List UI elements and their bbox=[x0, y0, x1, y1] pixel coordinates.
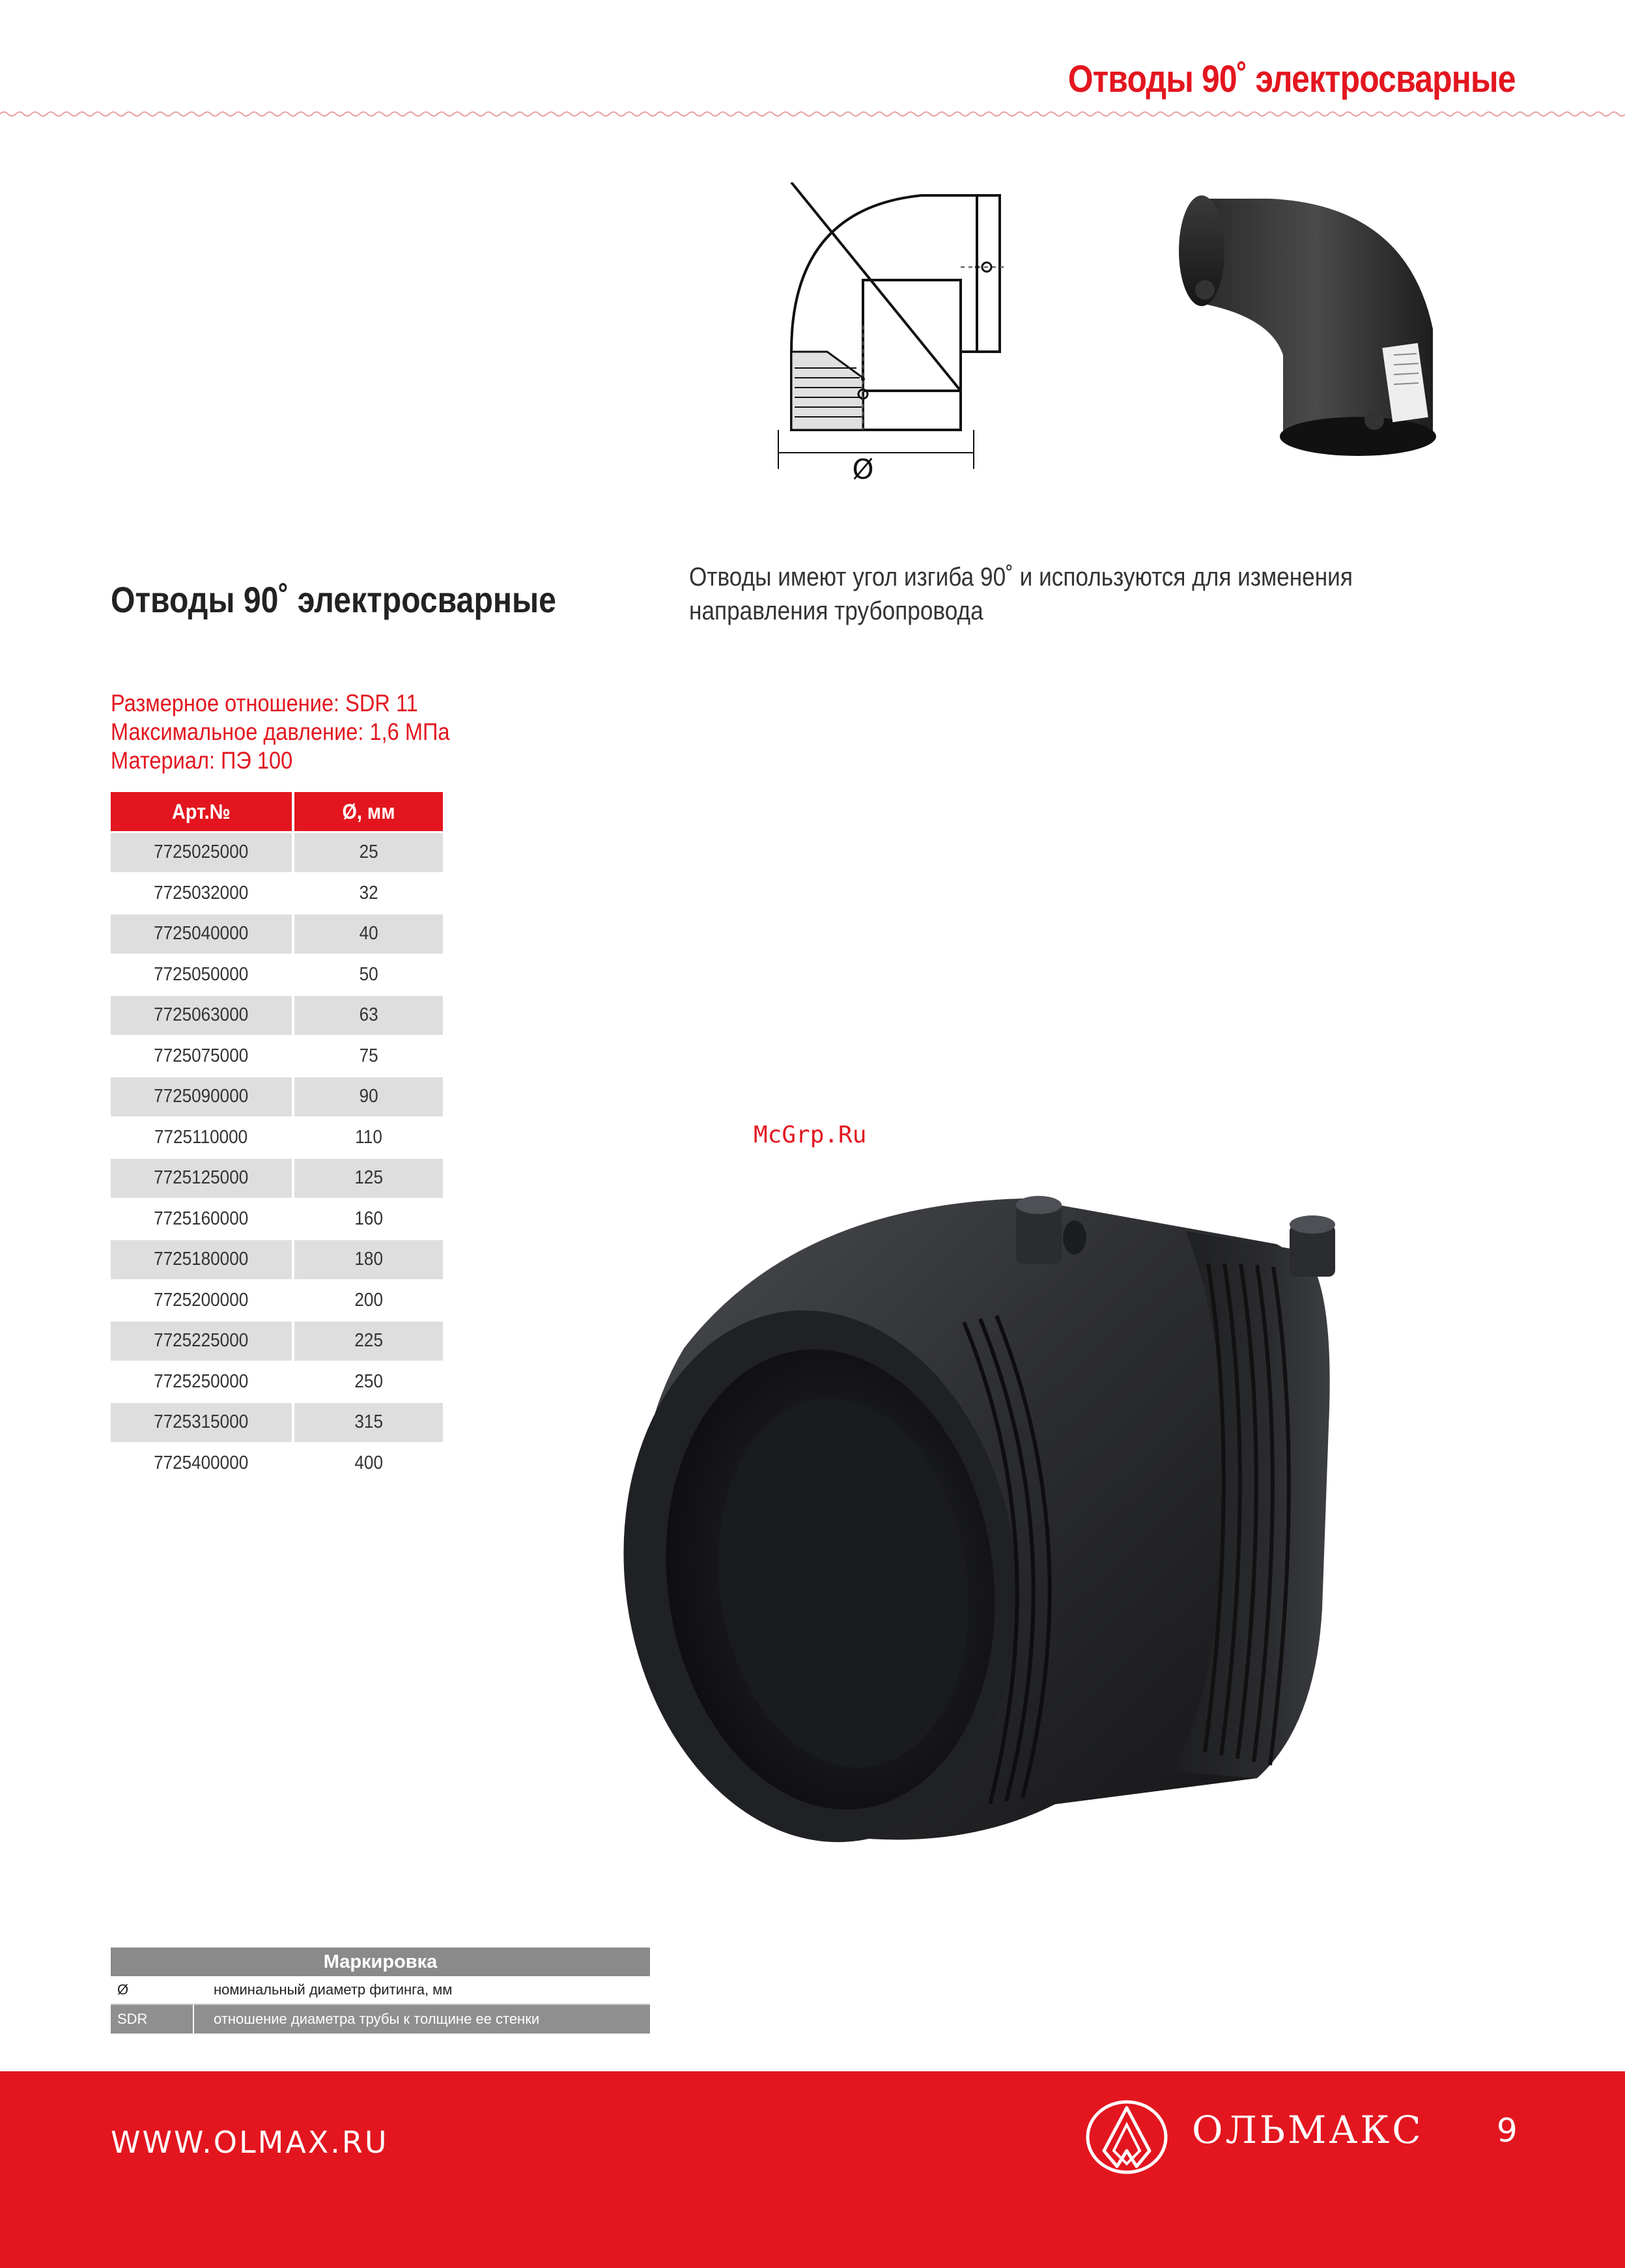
article-cell: 7725400000 bbox=[111, 1442, 294, 1483]
page-number: 9 bbox=[1497, 2112, 1518, 2149]
article-cell: 7725075000 bbox=[111, 1035, 294, 1076]
table-row bbox=[111, 1401, 443, 1442]
table-row bbox=[111, 1279, 443, 1320]
spec-sdr: Размерное отношение: SDR 11 bbox=[111, 690, 418, 716]
diameter-cell: 32 bbox=[294, 872, 443, 913]
article-cell: 7725225000 bbox=[111, 1320, 294, 1361]
table-row bbox=[111, 994, 443, 1035]
table-row bbox=[111, 872, 443, 913]
table-row bbox=[111, 1320, 443, 1361]
table-row bbox=[111, 1442, 443, 1483]
article-cell: 7725040000 bbox=[111, 913, 294, 954]
diameter-cell: 180 bbox=[294, 1238, 443, 1279]
table-row bbox=[111, 954, 443, 995]
marking-title: Маркировка bbox=[111, 1948, 650, 1976]
diameter-cell: 50 bbox=[294, 954, 443, 995]
article-cell: 7725315000 bbox=[111, 1401, 294, 1442]
article-cell: 7725110000 bbox=[111, 1116, 294, 1157]
table-row bbox=[111, 1116, 443, 1157]
watermark: McGrp.Ru bbox=[754, 1122, 867, 1148]
diameter-label: Ø bbox=[852, 453, 874, 485]
table-header-row bbox=[111, 792, 443, 831]
section-description: Отводы имеют угол изгиба 90˚ и используются для изменения направления трубопровода bbox=[689, 563, 1353, 625]
diameter-cell: 160 bbox=[294, 1198, 443, 1239]
footer-band bbox=[0, 2071, 1625, 2268]
specs-block bbox=[111, 689, 496, 775]
diameter-cell: 125 bbox=[294, 1157, 443, 1198]
article-table bbox=[111, 792, 443, 1482]
spec-material: Материал: ПЭ 100 bbox=[111, 747, 293, 774]
article-cell: 7725250000 bbox=[111, 1361, 294, 1402]
table-row bbox=[111, 1157, 443, 1198]
section-title: Отводы 90˚ электросварные bbox=[111, 579, 556, 620]
spec-pressure: Максимальное давление: 1,6 МПа bbox=[111, 718, 450, 745]
diameter-cell: 90 bbox=[294, 1075, 443, 1116]
footer-url-link[interactable]: WWW.OLMAX.RU bbox=[111, 2125, 389, 2160]
article-cell: 7725032000 bbox=[111, 872, 294, 913]
diameter-cell: 63 bbox=[294, 994, 443, 1035]
table-row bbox=[111, 1035, 443, 1076]
elbow-photo-small bbox=[1172, 186, 1459, 466]
elbow-photo-large bbox=[599, 1153, 1413, 1921]
diameter-cell: 40 bbox=[294, 913, 443, 954]
table-row bbox=[111, 1198, 443, 1239]
diameter-cell: 400 bbox=[294, 1442, 443, 1483]
footer-brand-name: ОЛЬМАКС bbox=[1192, 2108, 1424, 2152]
diameter-cell: 250 bbox=[294, 1361, 443, 1402]
article-cell: 7725090000 bbox=[111, 1075, 294, 1116]
marking-legend bbox=[111, 1948, 650, 2034]
article-cell: 7725160000 bbox=[111, 1198, 294, 1239]
diameter-cell: 25 bbox=[294, 831, 443, 872]
marking-symbol: Ø bbox=[117, 1981, 129, 1998]
table-row bbox=[111, 1361, 443, 1402]
elbow-technical-drawing bbox=[765, 182, 1019, 489]
marking-symbol: SDR bbox=[111, 2005, 194, 2034]
article-cell: 7725050000 bbox=[111, 954, 294, 995]
header-wave-rule bbox=[0, 109, 1625, 119]
header-diameter: Ø, мм bbox=[294, 792, 443, 831]
header-title: Отводы 90˚ электросварные bbox=[1068, 58, 1516, 100]
article-cell: 7725025000 bbox=[111, 831, 294, 872]
article-cell: 7725180000 bbox=[111, 1238, 294, 1279]
article-cell: 7725063000 bbox=[111, 994, 294, 1035]
diameter-cell: 110 bbox=[294, 1116, 443, 1157]
marking-text: номинальный диаметр фитинга, мм bbox=[214, 1981, 453, 1998]
table-row bbox=[111, 831, 443, 872]
olmax-logo-icon bbox=[1084, 2099, 1169, 2176]
diameter-cell: 315 bbox=[294, 1401, 443, 1442]
diameter-cell: 225 bbox=[294, 1320, 443, 1361]
diameter-cell: 75 bbox=[294, 1035, 443, 1076]
table-row bbox=[111, 1075, 443, 1116]
table-row bbox=[111, 913, 443, 954]
article-cell: 7725200000 bbox=[111, 1279, 294, 1320]
marking-row-diameter bbox=[111, 1976, 650, 2005]
table-row bbox=[111, 1238, 443, 1279]
header-article: Арт.№ bbox=[111, 792, 294, 831]
diameter-cell: 200 bbox=[294, 1279, 443, 1320]
marking-text: отношение диаметра трубы к толщине ее стенки bbox=[214, 2011, 540, 2027]
article-cell: 7725125000 bbox=[111, 1157, 294, 1198]
marking-row-sdr bbox=[111, 2005, 650, 2034]
